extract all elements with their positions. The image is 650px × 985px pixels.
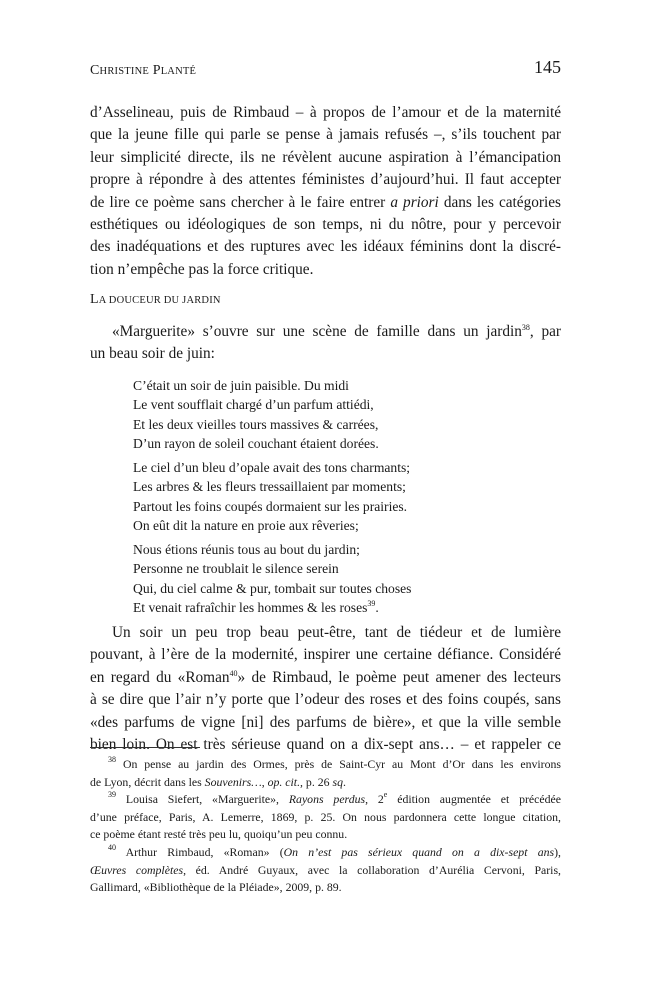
text-line: «des parfums de vigne [ni] des parfums de bière», et que la ville semble	[90, 713, 561, 731]
verse-line: Partout les foins coupés dormaient sur les prairies.	[133, 498, 408, 514]
text-line: d’Asselineau, puis de Rimbaud – à propos de l’amour et de la maternité	[90, 104, 561, 121]
text-line: «Marguerite» s’ouvre sur une scène de famille dans un jardin$^{38}$, par	[112, 323, 562, 340]
verse-line: Les arbres & les fleurs tressaillaient par moments;	[133, 479, 406, 495]
verse-line: On eût dit la nature en proie aux rêveries;	[133, 518, 359, 534]
text-line: ce poème étant resté très peu lu, quoiqu’un peu connu.	[90, 827, 348, 842]
text-line: que la jeune fille qui parle se pense à jamais refusés –, s’ils touchent par	[90, 126, 561, 144]
book-page	[90, 0, 561, 985]
italic-a-priori: a priori	[390, 193, 439, 211]
text-line: bien loin. On est très sérieuse quand on a dix-sept ans… – et rappeler ce	[90, 736, 561, 754]
verse-line: Personne ne troublait le silence serein	[133, 561, 339, 577]
footnote-ref-38[interactable]: 38	[521, 323, 530, 332]
verse-line: Le ciel d’un bleu d’opale avait des tons charmants;	[133, 460, 411, 475]
text-line: esthétiques ou idéologiques de son temps, ni du nôtre, pour y percevoir	[90, 216, 561, 234]
text-line: un beau soir de juin:	[90, 345, 215, 363]
body-paragraph-2	[90, 321, 561, 366]
text-line: Gallimard, «Bibliothèque de la Pléiade», 2009, p. 89.	[90, 880, 342, 895]
footnotes	[90, 756, 561, 897]
footnote-40	[90, 844, 561, 897]
footnote-39	[90, 791, 561, 844]
verse-line: D’un rayon de soleil couchant étaient dorées.	[133, 436, 379, 452]
verse-line: C’était un soir de juin paisible. Du midi	[133, 378, 349, 393]
verse-line: Qui, du ciel calme & pur, tombait sur toutes choses	[133, 580, 412, 596]
text-line: en regard du «Roman$^{40}$» de Rimbaud, le poème peut amener des lecteurs	[90, 668, 561, 686]
text-line: leur simplicité directe, ils ne révèlent aucune aspiration à l’émancipation	[90, 148, 561, 166]
poem-stanza-1	[133, 376, 553, 454]
running-head-author: CHRISTINE PLANTÉ	[90, 63, 197, 78]
body-paragraph-1	[90, 102, 561, 281]
footnote-ref-39[interactable]: 39	[367, 599, 376, 609]
running-head	[90, 57, 561, 81]
text-line: $^{39}$ Louisa Siefert, «Marguerite», Rayons perdus, 2e édition augmentée et précédée	[108, 790, 562, 807]
text-line: propre à répondre à des attentes féministes d’aujourd’hui. Il faut accepter	[90, 171, 561, 189]
verse-line: Et venait rafraîchir les hommes & les roses$^{39}$.	[133, 599, 379, 616]
text-line: Un soir un peu trop beau peut-être, tant de tiédeur et de lumière	[112, 624, 561, 641]
footnote-38	[90, 756, 561, 791]
poem-stanza-2	[133, 458, 553, 536]
text-line: pouvant, à l’ère de la modernité, inspirer une certaine défiance. Considéré	[90, 646, 561, 664]
section-heading: LA DOUCEUR DU JARDIN	[90, 292, 221, 307]
page-number: 145	[534, 57, 561, 77]
verse-line: Nous étions réunis tous au bout du jardin;	[133, 542, 360, 557]
text-line: des inadéquations et des ruptures avec les idéaux féminins dont la discré-	[90, 238, 561, 256]
text-line: de lire ce poème sans chercher à le faire entrer a priori dans les catégories	[90, 193, 561, 211]
text-line: tion n’empêche pas la force critique.	[90, 260, 314, 278]
text-line: $^{40}$ Arthur Rimbaud, «Roman» (On n’est pas sérieux quand on a dix-sept ans),	[108, 842, 561, 859]
footnote-divider	[90, 747, 200, 748]
text-line: de Lyon, décrit dans les Souvenirs…, op. cit., p. 26 sq.	[90, 774, 346, 789]
footnote-ref-40[interactable]: 40	[229, 668, 238, 678]
poem-stanza-3	[133, 540, 553, 618]
text-line: Œuvres complètes, éd. André Guyaux, avec la collaboration d’Aurélia Cervoni, Paris,	[90, 862, 561, 877]
text-line: d’une préface, Paris, A. Lemerre, 1869, p. 25. On nous pardonnera cette longue citation,	[90, 809, 561, 824]
text-line: $^{38}$ On pense au jardin des Ormes, près de Saint-Cyr au Mont d’Or dans les environs	[108, 755, 561, 771]
verse-line: Et les deux vieilles tours massives & carrées,	[133, 416, 379, 432]
verse-line: Le vent soufflait chargé d’un parfum attiédi,	[133, 397, 374, 413]
text-line: à se dire que l’air n’y porte que l’odeur des roses et des foins coupés, sans	[90, 691, 561, 709]
body-paragraph-3	[90, 622, 561, 756]
